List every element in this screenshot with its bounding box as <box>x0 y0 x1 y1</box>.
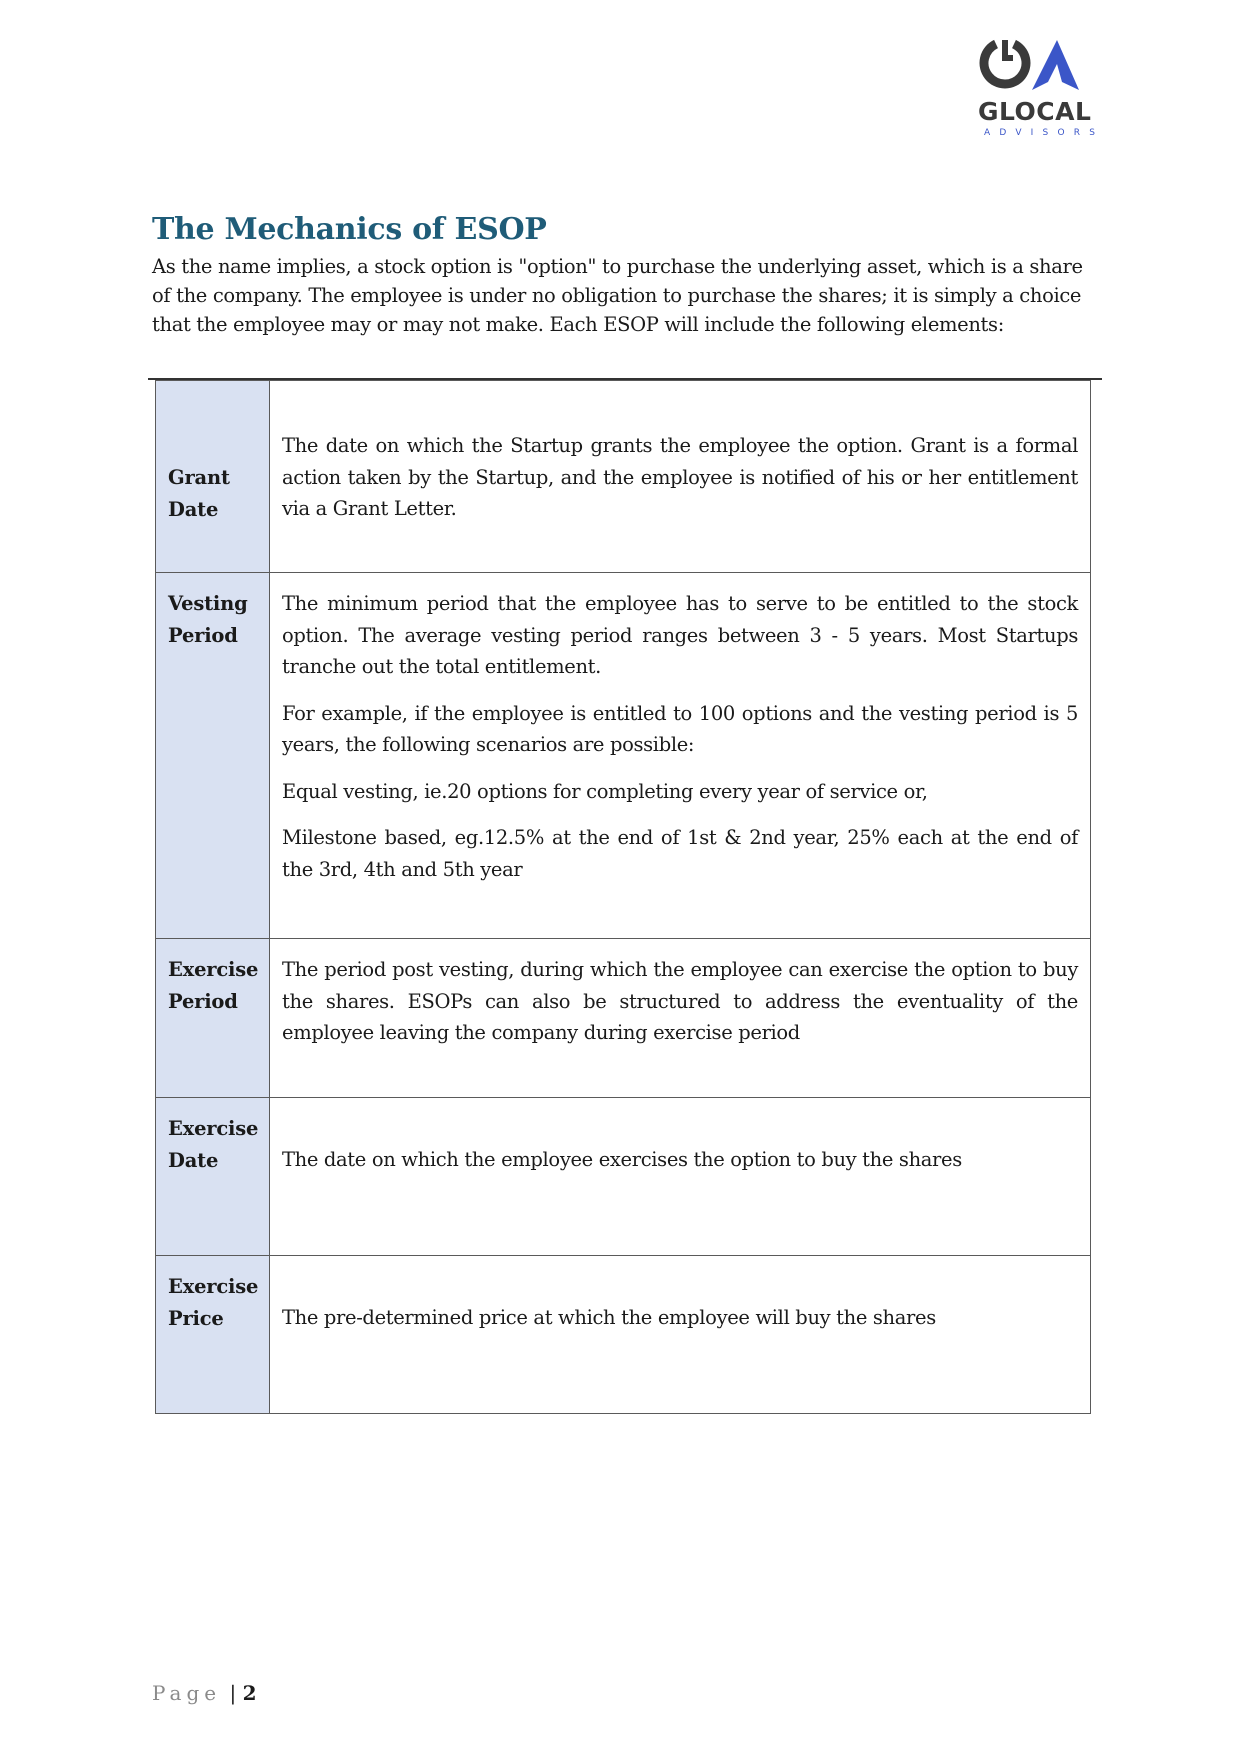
term-cell <box>156 1098 270 1256</box>
page-title: The Mechanics of ESOP <box>152 212 547 247</box>
description-cell <box>270 573 1091 939</box>
esop-elements-table <box>155 380 1091 1414</box>
description-text: Milestone based, eg.12.5% at the end of 1st & 2nd year, 25% each at the end of the 3rd, 4th and 5th year <box>282 826 1078 881</box>
table-row <box>156 939 1091 1098</box>
term-label: Grant <box>168 466 230 489</box>
page-footer <box>152 1680 257 1706</box>
term-label: Period <box>168 623 238 647</box>
table-row <box>156 573 1091 939</box>
description-text: The pre-determined price at which the employee will buy the shares <box>282 1306 936 1329</box>
description-text: The date on which the employee exercises the option to buy the shares <box>282 1148 962 1171</box>
term-label: Period <box>168 989 238 1013</box>
description-cell <box>270 1256 1091 1414</box>
description-cell <box>270 1098 1091 1256</box>
description-text: For example, if the employee is entitled to 100 options and the vesting period is 5 years, the following scenarios are possible: <box>282 701 1078 756</box>
term-label: Exercise <box>168 958 259 981</box>
term-label: Vesting <box>168 592 248 615</box>
term-label: Exercise <box>168 1117 259 1140</box>
description-text: The date on which the Startup grants the employee the option. Grant is a formal action taken by the Startup, and the employee is notified of his or her entitlement via a Grant Letter. <box>282 434 1078 521</box>
term-label: Price <box>168 1306 224 1330</box>
logo-sub-text: ADVISORS <box>984 128 1105 138</box>
description-text: Equal vesting, ie.20 options for completing every year of service or, <box>282 779 928 803</box>
term-cell <box>156 381 270 573</box>
company-logo <box>978 36 1105 140</box>
description-text: The minimum period that the employee has to serve to be entitled to the stock option. The average vesting period ranges between 3 - 5 years. Most Startups tranche out the total entitlement. <box>282 592 1078 678</box>
description-cell <box>270 939 1091 1098</box>
term-cell <box>156 573 270 939</box>
page-separator: | <box>229 1681 237 1705</box>
table-row <box>156 1256 1091 1414</box>
term-label: Date <box>168 497 219 521</box>
intro-paragraph: As the name implies, a stock option is "option" to purchase the underlying asset, which is a share of the company. The employee is under no obligation to purchase the shares; it is simply a choice that the employee may or may not make. Each ESOP will include the following elements: <box>152 255 1083 336</box>
description-text: The period post vesting, during which the employee can exercise the option to buy the shares. ESOPs can also be structured to address the eventuality of the employee leaving the company during exercise period <box>282 958 1078 1044</box>
table-row <box>156 381 1091 573</box>
page-number: 2 <box>242 1681 257 1705</box>
page-label: Page <box>152 1681 222 1705</box>
glocal-advisors-logo-icon <box>978 36 1094 96</box>
logo-brand-text: GLOCAL <box>978 97 1092 126</box>
term-label: Exercise <box>168 1275 259 1298</box>
term-label: Date <box>168 1148 219 1172</box>
description-cell <box>270 381 1091 573</box>
term-cell <box>156 1256 270 1414</box>
table-row <box>156 1098 1091 1256</box>
term-cell <box>156 939 270 1098</box>
